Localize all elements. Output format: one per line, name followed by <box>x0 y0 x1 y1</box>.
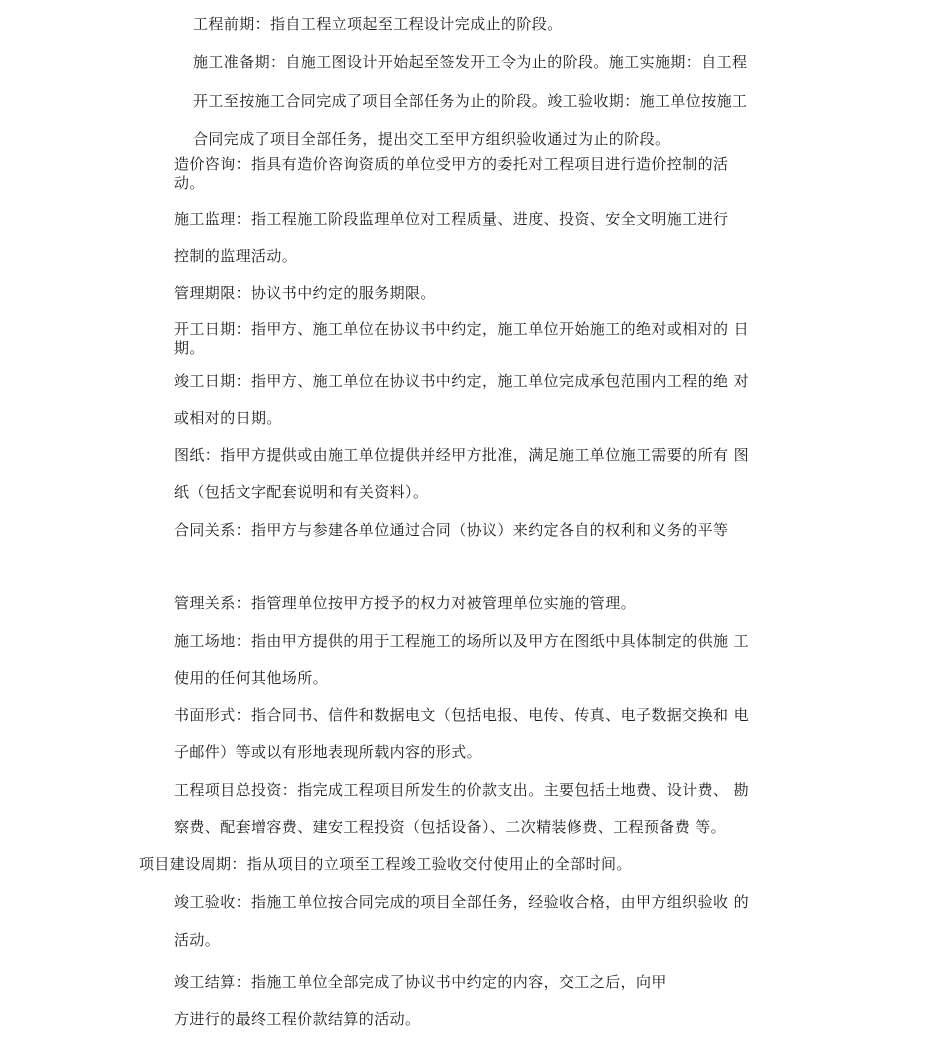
text-line: 子邮件）等或以有形地表现所载内容的形式。 <box>174 743 483 761</box>
text-line: 察费、配套增容费、建安工程投资（包括设备）、二次精装修费、工程预备费 等。 <box>174 818 727 836</box>
text-line: 工程前期：指自工程立项起至工程设计完成止的阶段。 <box>193 15 563 33</box>
text-line: 合同关系：指甲方与参建各单位通过合同（协议）来约定各自的权利和义务的平等 <box>174 521 729 539</box>
text-line: 竣工日期：指甲方、施工单位在协议书中约定，施工单位完成承包范围内工程的绝 对 <box>174 372 749 390</box>
text-line: 纸（包括文字配套说明和有关资料）。 <box>174 483 429 501</box>
text-line: 使用的任何其他场所。 <box>174 669 329 687</box>
text-line: 施工准备期：自施工图设计开始起至签发开工令为止的阶段。施工实施期：自工程 <box>193 53 748 71</box>
text-line: 工程项目总投资：指完成工程项目所发生的价款支出。主要包括土地费、设计费、 勘 <box>174 781 749 799</box>
text-line: 或相对的日期。 <box>174 409 282 427</box>
text-line: 竣工验收：指施工单位按合同完成的项目全部任务，经验收合格，由甲方组织验收 的 <box>174 893 749 911</box>
text-line: 开工至按施工合同完成了项目全部任务为止的阶段。竣工验收期：施工单位按施工 <box>193 92 748 110</box>
text-line: 期。 <box>174 339 205 357</box>
text-line: 施工场地：指由甲方提供的用于工程施工的场所以及甲方在图纸中具体制定的供施 工 <box>174 632 749 650</box>
text-line: 施工监理：指工程施工阶段监理单位对工程质量、进度、投资、安全文明施工进行 <box>174 210 729 228</box>
text-line: 动。 <box>174 174 205 192</box>
text-line: 造价咨询：指具有造价咨询资质的单位受甲方的委托对工程项目进行造价控制的活 <box>174 155 729 173</box>
text-line: 竣工结算：指施工单位全部完成了协议书中约定的内容，交工之后，向甲 <box>174 973 667 991</box>
text-line: 管理关系：指管理单位按甲方授予的权力对被管理单位实施的管理。 <box>174 594 637 612</box>
text-line: 管理期限：协议书中约定的服务期限。 <box>174 284 436 302</box>
text-line: 项目建设周期：指从项目的立项至工程竣工验收交付使用止的全部时间。 <box>139 855 632 873</box>
text-line: 合同完成了项目全部任务，提出交工至甲方组织验收通过为止的阶段。 <box>193 130 671 148</box>
text-line: 控制的监理活动。 <box>174 247 298 265</box>
text-line: 开工日期：指甲方、施工单位在协议书中约定，施工单位开始施工的绝对或相对的 日 <box>174 320 749 338</box>
text-line: 书面形式：指合同书、信件和数据电文（包括电报、电传、传真、电子数据交换和 电 <box>174 706 749 724</box>
text-line: 方进行的最终工程价款结算的活动。 <box>174 1010 421 1028</box>
text-line: 图纸：指甲方提供或由施工单位提供并经甲方批准，满足施工单位施工需要的所有 图 <box>174 446 749 464</box>
text-line: 活动。 <box>174 931 221 949</box>
